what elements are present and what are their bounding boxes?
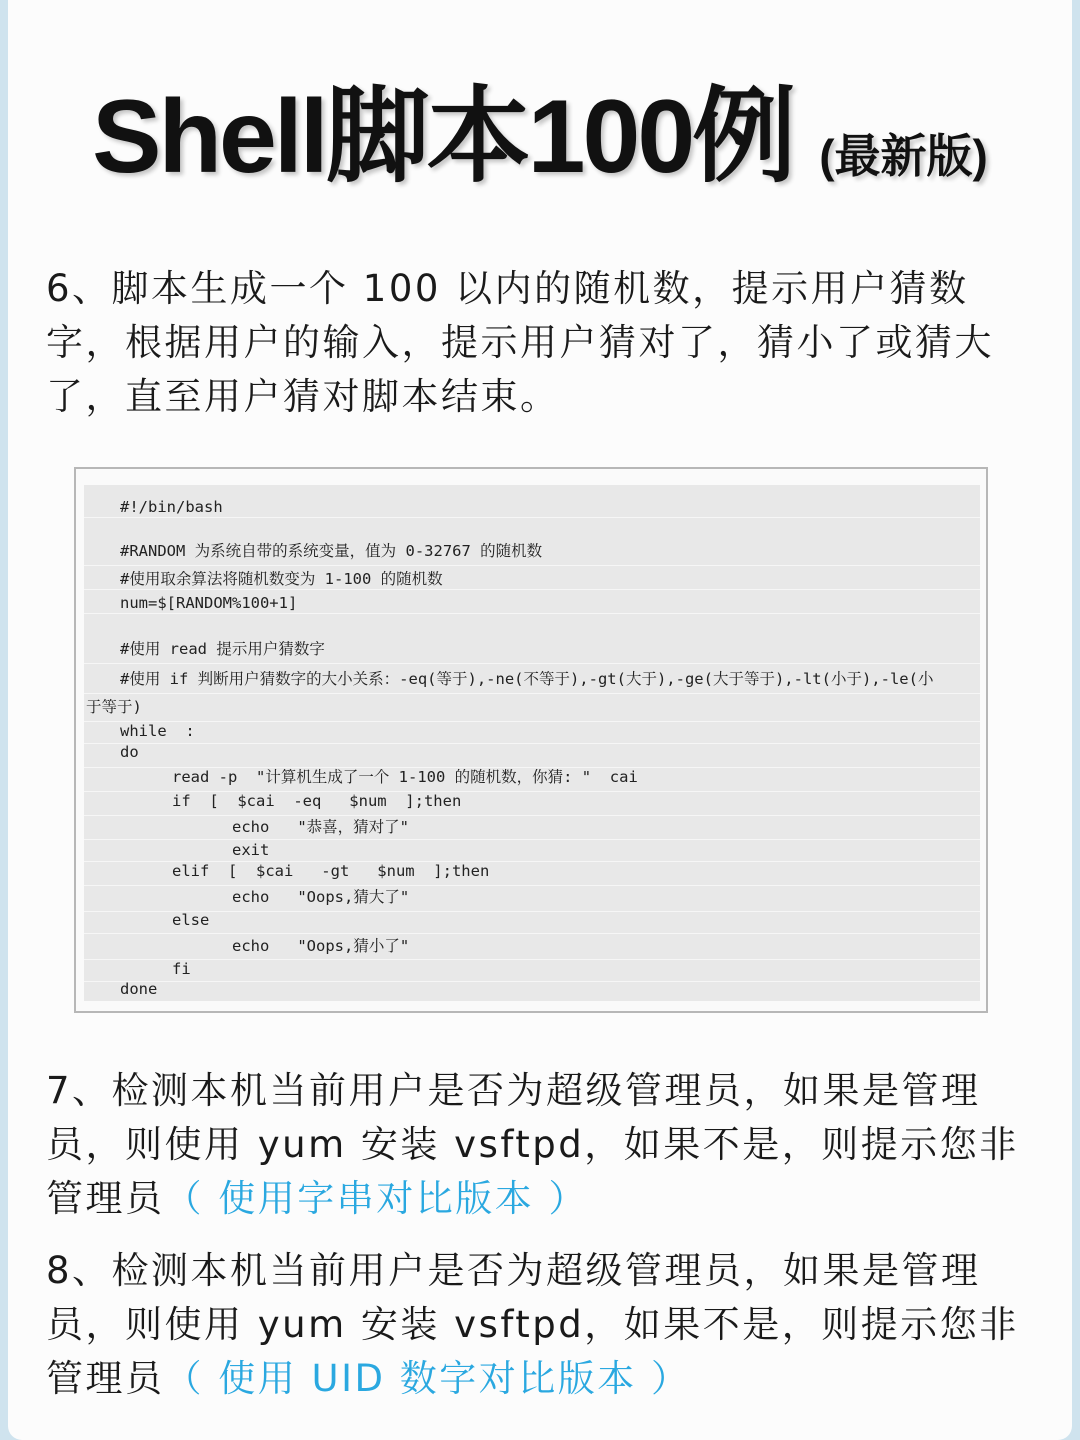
code-block — [74, 467, 988, 1013]
code-rule — [84, 517, 980, 518]
code-rule — [84, 839, 980, 840]
question-6 — [46, 262, 1036, 424]
code-rule — [84, 959, 980, 960]
code-line: #RANDOM 为系统自带的系统变量，值为 0-32767 的随机数 — [120, 542, 543, 560]
code-rule — [84, 885, 980, 886]
code-line: do — [120, 743, 139, 761]
code-rule — [84, 911, 980, 912]
code-line: 于等于) — [86, 698, 142, 716]
code-line: if [ $cai -eq $num ];then — [172, 792, 462, 810]
code-line: exit — [232, 841, 270, 859]
code-line: num=$[RANDOM%100+1] — [120, 594, 298, 612]
question-7-note: （ 使用字串对比版本 ） — [164, 1177, 589, 1220]
code-line: read -p "计算机生成了一个 1-100 的随机数，你猜: " cai — [172, 768, 638, 786]
code-line: echo "Oops,猜小了" — [232, 937, 410, 955]
content-card — [8, 0, 1072, 1440]
page-title — [8, 52, 1072, 202]
code-line: #使用 if 判断用户猜数字的大小关系：-eq(等于),-ne(不等于),-gt(大于),-ge(大于等于),-lt(小于),-le(小 — [120, 670, 934, 688]
code-rule — [84, 815, 980, 816]
code-line: #使用 read 提示用户猜数字 — [120, 640, 325, 658]
question-7-text: 7、检测本机当前用户是否为超级管理员，如果是管理员，则使用 yum 安装 vsftpd，如果不是，则提示您非管理员 — [46, 1069, 1019, 1220]
code-rule — [84, 589, 980, 590]
code-rule — [84, 981, 980, 982]
code-line: echo "恭喜，猜对了" — [232, 818, 409, 836]
title-subtitle: (最新版) — [819, 130, 988, 182]
code-line: echo "Oops,猜大了" — [232, 888, 410, 906]
code-rule — [84, 721, 980, 722]
question-8 — [46, 1244, 1036, 1406]
code-line: else — [172, 911, 210, 929]
code-line: #!/bin/bash — [120, 498, 223, 516]
code-block-inner — [84, 485, 980, 1001]
code-line: while : — [120, 722, 195, 740]
code-rule — [84, 565, 980, 566]
question-8-text: 8、检测本机当前用户是否为超级管理员，如果是管理员，则使用 yum 安装 vsftpd，如果不是，则提示您非管理员 — [46, 1249, 1019, 1400]
question-6-text: 6、脚本生成一个 100 以内的随机数，提示用户猜数字，根据用户的输入，提示用户猜对了，猜小了或猜大了，直至用户猜对脚本结束。 — [46, 267, 994, 418]
question-8-note: （ 使用 UID 数字对比版本 ） — [164, 1357, 691, 1400]
code-rule — [84, 743, 980, 744]
title-main: Shell脚本100例 — [92, 79, 794, 195]
code-rule — [84, 663, 980, 664]
code-line: #使用取余算法将随机数变为 1-100 的随机数 — [120, 570, 443, 588]
code-rule — [84, 613, 980, 614]
code-rule — [84, 693, 980, 694]
code-line: done — [120, 980, 158, 998]
code-line: fi — [172, 960, 191, 978]
question-7 — [46, 1064, 1036, 1226]
code-rule — [84, 933, 980, 934]
code-line: elif [ $cai -gt $num ];then — [172, 862, 490, 880]
